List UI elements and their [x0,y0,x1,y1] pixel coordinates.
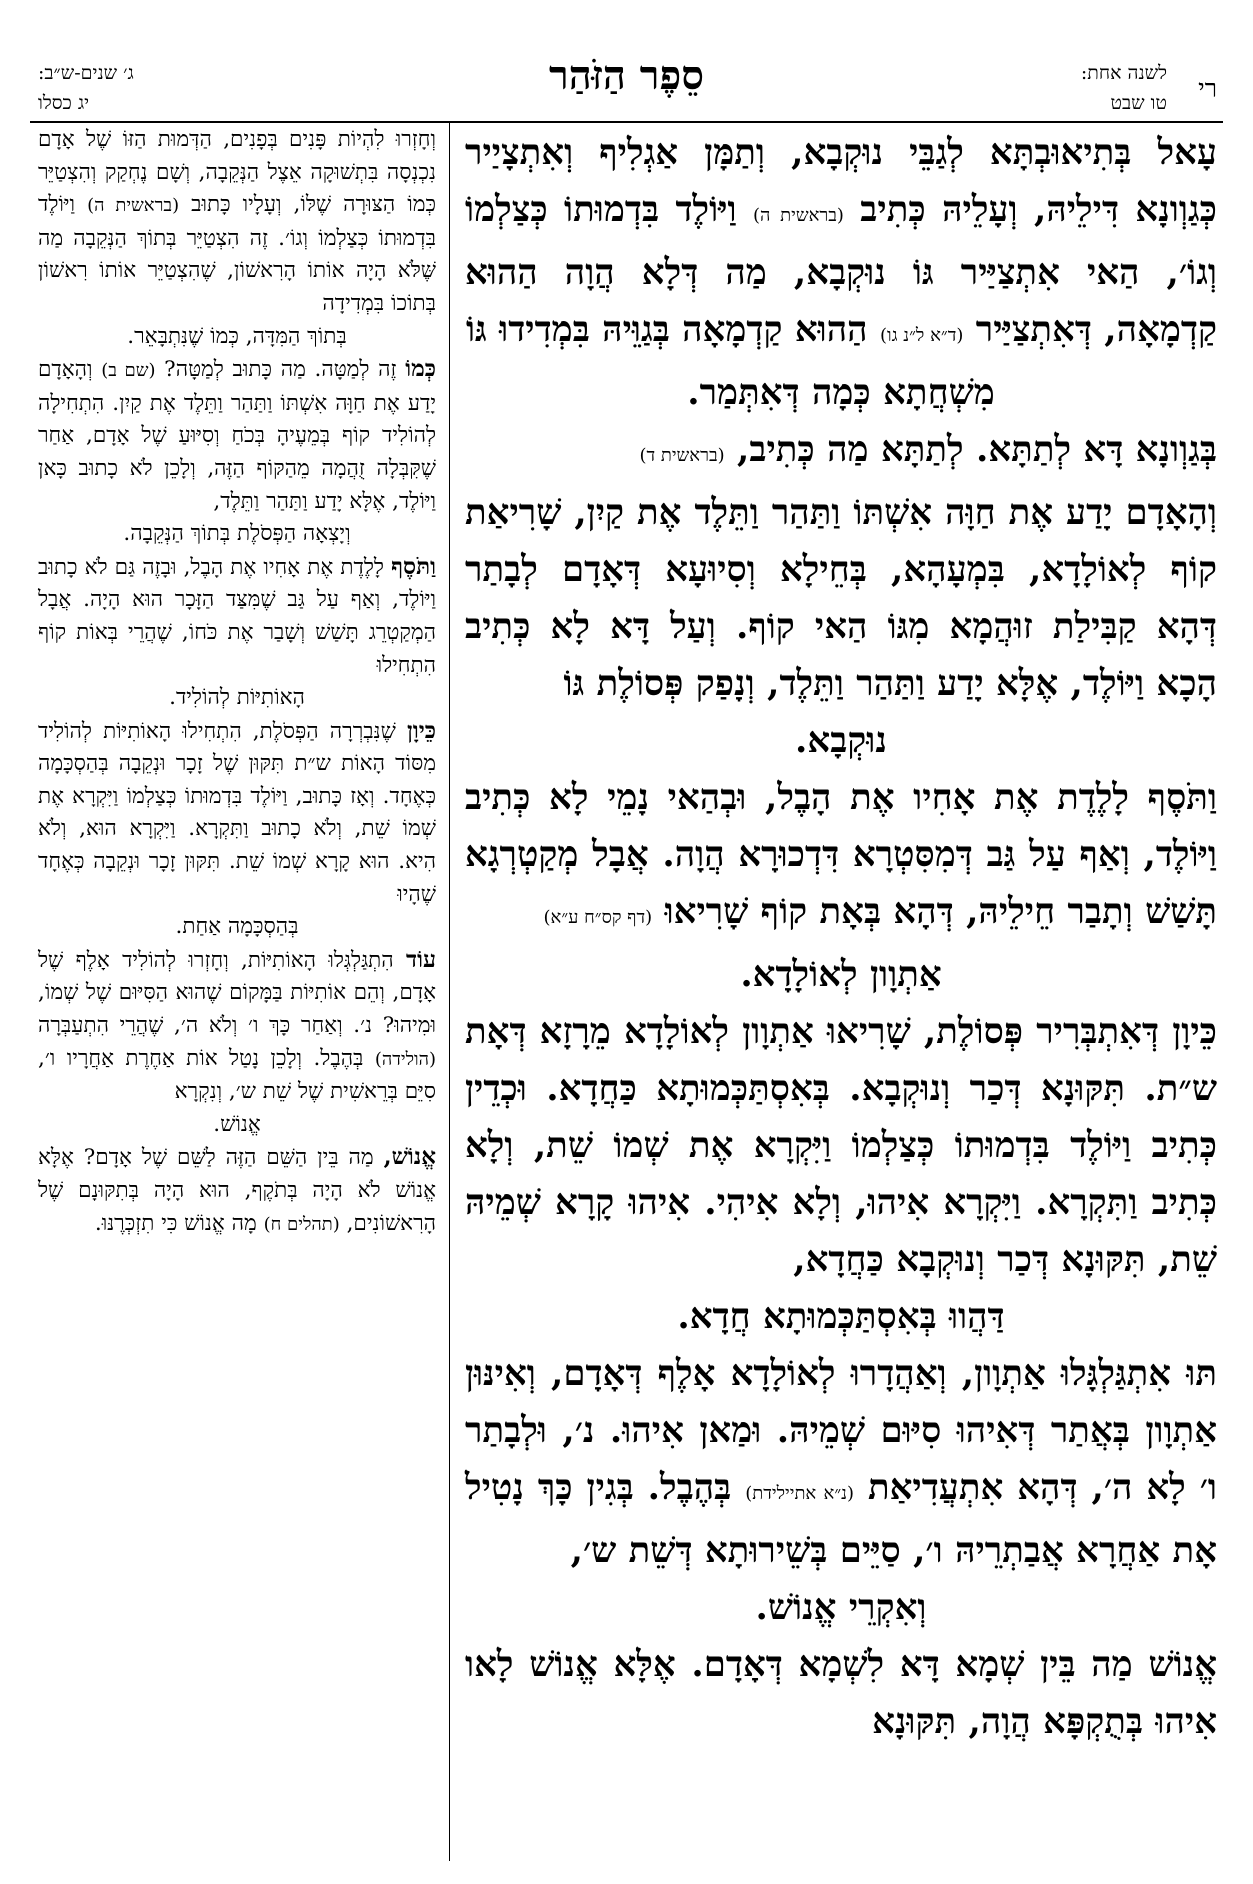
page-header [0,0,1253,118]
paragraph-last-line: אַתְוָון לְאוֹלָדָא. [740,954,942,995]
page-number: רי [1198,74,1217,103]
source-reference: (שם ב) [101,360,156,382]
source-reference: (בראשית ה) [87,195,180,217]
paragraph-last-line: דַּהֲווּ בְּאִסְתַּכְּמוּתָא חֲדָא. [677,1296,1005,1337]
paragraph: תּוּ אִתְגַּלְגָּלוּ אַתְוָון, וְאַהֲדָרוּ לְאוֹלָדָא אָלֶף דְּאָדָם, וְאִינּוּן אַתְוָון בְּאֲתַר דְּאִיהוּ סִיּוּם שְׁמֵיהּ. וּמַאן אִיהוּ. נ׳, וּלְבָתַר ו׳ לָא ה׳, דְּהָא אִתְעֲדִיאַת (נ״א אתיילידת) בְּהֶבֶל. בְּגִין כָּךְ נָטִיל אָת אַחֲרָא אֲבַתְרֵיהּ ו׳, סַיֵּים בְּשֵׁירוּתָא דְּשֵׁת ש׳, [465,1353,1217,1571]
paragraph: עוֹד הִתְגַּלְגְּלוּ הָאוֹתִיּוֹת, וְחָזְרוּ לְהוֹלִיד אָלֶף שֶׁל אָדָם, וְהֵם אוֹתִיּוֹת בַּמָּקוֹם שֶׁהוּא הַסִּיּוּם שֶׁל שְׁמוֹ, וּמִיהוּ? נ׳. וְאַחַר כָּךְ ו׳ וְלֹא ה׳, שֶׁהֲרֵי הִתְעַבְּרָה (הולידה) בְּהֶבֶל. וְלָכֵן נָטַל אוֹת אַחֶרֶת אַחֲרָיו ו׳, סִיֵּם בְּרֵאשִׁית שֶׁל שֵׁת ש׳, וְנִקְרָא [38,945,436,1105]
paragraph-last-line: אֱנוֹשׁ. [213,1111,261,1137]
paragraph: כֵּיוָן שֶׁנִּבְרְרָה הַפְּסֹלֶת, הִתְחִילוּ הָאוֹתִיּוֹת לְהוֹלִיד מִסּוֹד הָאוֹת ש״ת תִּקּוּן שֶׁל זָכָר וּנְקֵבָה בְּהַסְכָּמָה כְּאֶחָד. וְאָז כָּתוּב, וַיּוֹלֶד בִּדְמוּתוֹ כְּצַלְמוֹ וַיִּקְרָא אֶת שְׁמוֹ שֵׁת, וְלֹא כָתוּב וַתִּקְרָא. וַיִּקְרָא הוּא, וְלֹא הִיא. הוּא קָרָא שְׁמוֹ שֵׁת. תִּקּוּן זָכָר וּנְקֵבָה כְּאֶחָד שֶׁהָיוּ [38,716,436,907]
paragraph-last-line: וְיָצְאָה הַפְּסֹלֶת בְּתוֹךְ הַנְּקֵבָה. [123,521,351,547]
paragraph: וַתֹּסֶף לָלֶדֶת אֶת אָחִיו אֶת הָבֶל, וּבְהַאי נָמֵי לָא כְּתִיב וַיּוֹלֶד, וְאַף עַל גַּב דְּמִסִּטְרָא דִּדְכוּרָא הֲוָה. אֲבָל מְקַטְרְגָא תָּשַׁשׁ וְתָבַר חֵילֵיהּ, דְּהָא בְּאָת קוֹף שָׁרִיאוּ (דף קס״ח ע״א) [465,777,1217,932]
paragraph-last-line: בְּתוֹךְ הַמִּדָּה, כְּמוֹ שֶׁנִּתְבָּאֵר. [127,323,347,349]
paragraph-last-line: נוּקְבָא. [795,720,887,761]
paragraph: עָאל בְּתִיאוּבְתָּא לְגַבֵּי נוּקְבָא, וְתַמָּן אַגְלִיף וְאִתְצָיַיר כְּגַוְונָא דִּילֵיהּ, וְעָלֵיהּ כְּתִיב (בראשית ה) וַיּוֹלֶד בִּדְמוּתוֹ כְּצַלְמוֹ וְגוֹ׳, הַאי אִתְצַיַּיר גּוֹ נוּקְבָא, מַה דְּלָא הֲוָה הַהוּא קַדְמָאָה, דְּאִתְצַיַּיר (ד״א ל״נ גו) הַהוּא קַדְמָאָה בְּגַוֵּיהּ בִּמְדִידוּ גּוֹ [465,132,1217,350]
book-title: סֵפֶר הַזֹּהַר [549,52,704,99]
paragraph-last-line: הָאוֹתִיּוֹת לְהוֹלִיד. [169,685,305,711]
lead-word: עוֹד [406,945,436,973]
paragraph: כֵּיוָן דְּאִתְבְּרִיר פְּסוֹלֶת, שָׁרִיאוּ אַתְוָון לְאוֹלָדָא מֵרָזָא דְּאָת ש״ת. תִּקּוּנָא דְּכַר וְנוּקְבָא. בְּאִסְתַּכְּמוּתָא כַּחֲדָא. וּכְדֵין כְּתִיב וַיּוֹלֶד בִּדְמוּתוֹ כְּצַלְמוֹ וַיִּקְרָא אֶת שְׁמוֹ שֵׁת, וְלָא כְּתִיב וַתִּקְרָא. וַיִּקְרָא אִיהוּ, וְלָא אִיהִי. אִיהוּ קָרָא שְׁמֵיהּ שֵׁת, תִּקּוּנָא דְּכַר וְנוּקְבָא כַּחֲדָא, [465,1011,1217,1280]
source-reference: (בראשית ד) [639,445,725,466]
lead-word: כֵּיוָן [406,716,436,744]
source-reference: (דף קס״ח ע״א) [543,907,653,928]
paragraph-last-line: בְּהַסְכָּמָה אַחַת. [175,914,299,940]
study-schedule-cycle: ג׳ שנים-ש״ב: [38,62,134,84]
study-schedule-cycle-date: יג כסלו [38,92,90,114]
lead-word: כְּמוֹ [405,355,436,383]
paragraph-last-line: מִשְׁחֲתָא כְּמָה דְּאִתְּמַר. [687,372,995,413]
paragraph: אֱנוֹשׁ מַה בֵּין שְׁמָא דָּא לִשְׁמָא דְּאָדָם. אֶלָּא אֱנוֹשׁ לָאו אִיהוּ בְּתֻקְפָּא הֲוָה, תִּקּוּנָא [465,1644,1217,1742]
source-reference: (נ״א אתיילידת) [745,1483,855,1504]
header-divider [30,121,1223,123]
source-reference: (בראשית ה) [753,205,844,226]
paragraph: אֱנוֹשׁ, מַה בֵּין הַשֵּׁם הַזֶּה לַשֵּׁם שֶׁל אָדָם? אֶלָּא אֱנוֹשׁ לֹא הָיָה בְּתֹקֶף, הוּא הָיָה בְּתִקּוּנָם שֶׁל הָרִאשׁוֹנִים, (תהלים ח) מָה אֱנוֹשׁ כִּי תִזְכְּרֶנּוּ. [38,1143,436,1236]
study-schedule-date: טו שבט [1110,92,1167,114]
source-reference: (הולידה) [374,1048,436,1070]
paragraph: כְּמוֹ זֶה לְמַטָּה. מַה כָּתוּב לְמַטָּה? (שם ב) וְהָאָדָם יָדַע אֶת חַוָּה אִשְׁתּוֹ וַתַּהַר וַתֵּלֶד אֶת קַיִן. הִתְחִילָה לְהוֹלִיד קוֹף בְּמֵעֶיהָ בְּכֹחַ וְסִיּוּעַ שֶׁל אָדָם, אַחַר שֶׁקִּבְּלָה זֻהֲמָה מֵהַקּוֹף הַזֶּה, וְלָכֵן לֹא כָתוּב כָּאן וַיּוֹלֶד, אֶלָּא יָדַע וַתַּהַר וַתֵּלֶד, [38,355,437,514]
paragraph: וַתֹּסֶף לָלֶדֶת אֶת אָחִיו אֶת הָבֶל, וּבָזֶה גַּם לֹא כָתוּב וַיּוֹלֶד, וְאַף עַל גַּב שֶׁמִּצַּד הַזָּכָר הוּא הָיָה. אֲבָל הַמְקַטְרֵג תָּשַׁשׁ וְשָׁבַר אֶת כֹּחוֹ, שֶׁהֲרֵי בְּאוֹת קוֹף הִתְחִילוּ [38,552,436,678]
paragraph-last-line: וְאִקְרֵי אֱנוֹשׁ. [755,1587,927,1628]
paragraph: וְחָזְרוּ לִהְיוֹת פָּנִים בְּפָנִים, הַדְּמוּת הַזּוֹ שֶׁל אָדָם נִכְנְסָה בִּתְשׁוּקָה אֵצֶל הַנְּקֵבָה, וְשָׁם נֶחְקַק וְהִצְטַיֵּר כְּמוֹ הַצּוּרָה שֶׁלּוֹ, וְעָלָיו כָּתוּב (בראשית ה) וַיּוֹלֶד בִּדְמוּתוֹ כְּצַלְמוֹ וְגוֹ׳. זֶה הִצְטַיֵּר בְּתוֹךְ הַנְּקֵבָה מַה שֶּׁלֹּא הָיָה אוֹתוֹ הָרִאשׁוֹן, שֶׁהִצְטַיֵּר אוֹתוֹ רִאשׁוֹן בְּתוֹכוֹ בִּמְדִידָה [38,127,436,316]
lead-word: אֱנוֹשׁ, [383,1143,436,1171]
study-schedule-year: לשנה אחת: [1080,62,1167,84]
paragraph: וְהָאָדָם יָדַע אֶת חַוָּה אִשְׁתּוֹ וַתַּהַר וַתֵּלֶד אֶת קַיִן, שָׁרִיאַת קוֹף לְאוֹלָדָא, בִּמְעָהָא, בְּחֵילָא וְסִיוּעָא דְּאָדָם לְבָתַר דְּהָא קַבִּילַת זוּהֲמָא מִגּוֹ הַאי קוֹף. וְעַל דָּא לָא כְּתִיב הָכָא וַיּוֹלֶד, אֶלָּא יָדַע וַתַּהַר וַתֵּלֶד, וְנָפַק פְּסוֹלֶת גּוֹ [465,492,1217,704]
hebrew-translation-column [38,124,436,1241]
lead-word: וַתֹּסֶף [391,552,436,580]
aramaic-text-column [465,124,1217,1750]
column-divider [449,121,450,1861]
source-reference: (ד״א ל״נ גו) [879,325,964,346]
paragraph: בְּגַוְונָא דָּא לְתַתָּא. לְתַתָּא מַה כְּתִיב, (בראשית ד) [639,429,1217,470]
source-reference: (תהלים ח) [263,1213,340,1235]
